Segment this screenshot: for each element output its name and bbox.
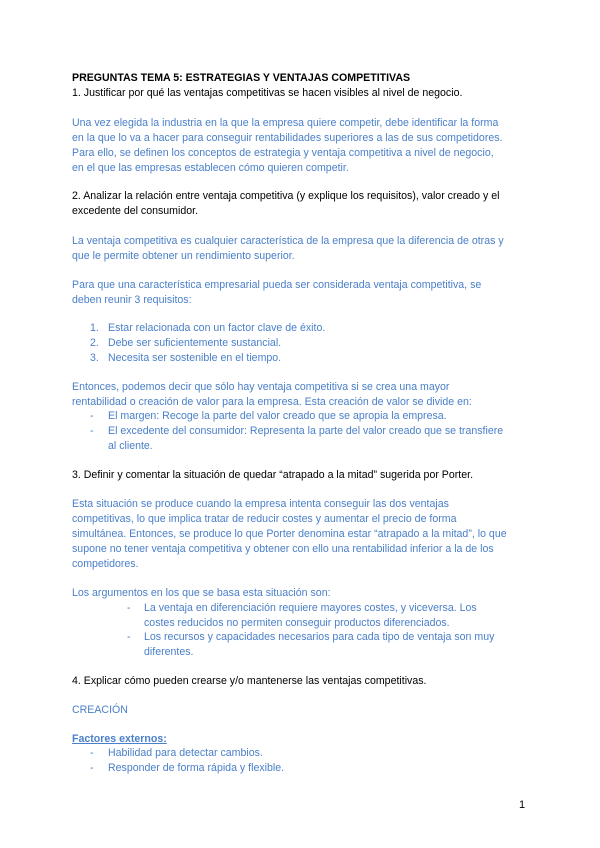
answer-3-line: supone no tener ventaja competitiva y obtener con ello una rentabilidad inferior a la de los [72, 543, 494, 555]
bullet-text: La ventaja en diferenciación requiere mayores costes, y viceversa. Los [144, 602, 477, 614]
bullet-text: El excedente del consumidor: Representa la parte del valor creado que se transfiere [108, 425, 504, 437]
answer-3-line: Esta situación se produce cuando la empresa intenta conseguir las dos ventajas [72, 498, 449, 510]
requisito-number: 1. [90, 322, 99, 334]
question-3: 3. Definir y comentar la situación de quedar “atrapado a la mitad” sugerida por Porter. [72, 469, 474, 481]
dash-bullet-icon: - [90, 762, 94, 774]
question-2-line: 2. Analizar la relación entre ventaja competitiva (y explique los requisitos), valor creado y el [72, 190, 500, 202]
answer-3-line: competidores. [72, 558, 139, 570]
answer-2-paragraph-line: que le permite obtener un rendimiento superior. [72, 250, 295, 262]
section-heading: CREACIÓN [72, 704, 128, 716]
answer-1-line: Una vez elegida la industria en la que la empresa quiere competir, debe identificar la forma [72, 117, 499, 129]
answer-2-paragraph-line: Para que una característica empresarial pueda ser considerada ventaja competitiva, se [72, 279, 482, 291]
dash-bullet-icon: - [90, 747, 94, 759]
bullet-text: costes reducidos no permiten conseguir productos diferenciados. [144, 617, 450, 629]
dash-bullet-icon: - [127, 631, 131, 643]
answer-3-intro: Los argumentos en los que se basa esta situación son: [72, 587, 331, 599]
bullet-text: Responder de forma rápida y flexible. [108, 762, 285, 774]
bullet-text: El margen: Recoge la parte del valor creado que se apropia la empresa. [108, 410, 447, 422]
subheading: Factores externos: [72, 733, 167, 745]
bullet-text: Habilidad para detectar cambios. [108, 747, 263, 759]
answer-3-line: competitivas, lo que implica tratar de reducir costes y aumentar el precio de forma [72, 513, 457, 525]
page-number: 1 [519, 799, 526, 811]
answer-1-line: en la que lo va a hacer para conseguir rentabilidades superiores a las de sus competidores. [72, 132, 503, 144]
question-2-line: excedente del consumidor. [72, 205, 199, 217]
requisito-text: Debe ser suficientemente sustancial. [108, 337, 282, 349]
answer-3-line: simultánea. Entonces, se produce lo que Porter denomina estar “atrapado a la mitad”, lo que [72, 528, 507, 540]
question-1: 1. Justificar por qué las ventajas competitivas se hacen visibles al nivel de negocio. [72, 87, 463, 99]
dash-bullet-icon: - [90, 410, 94, 422]
answer-2-paragraph-line: Entonces, podemos decir que sólo hay ventaja competitiva si se crea una mayor [72, 381, 450, 393]
bullet-text: Los recursos y capacidades necesarios para cada tipo de ventaja son muy [144, 631, 495, 643]
answer-2-paragraph-line: La ventaja competitiva es cualquier característica de la empresa que la diferencia de otras y [72, 235, 504, 247]
requisito-number: 3. [90, 352, 99, 364]
bullet-text: al cliente. [108, 440, 153, 452]
answer-1-line: en el que las empresas establecen cómo quieren competir. [72, 162, 349, 174]
requisito-text: Estar relacionada con un factor clave de éxito. [108, 322, 326, 334]
answer-2-paragraph-line: rentabilidad o creación de valor para la empresa. Esta creación de valor se divide en: [72, 396, 472, 408]
bullet-text: diferentes. [144, 646, 194, 658]
requisito-text: Necesita ser sostenible en el tiempo. [108, 352, 282, 364]
answer-2-paragraph-line: deben reunir 3 requisitos: [72, 294, 192, 306]
question-4: 4. Explicar cómo pueden crearse y/o mantenerse las ventajas competitivas. [72, 675, 427, 687]
answer-1-line: Para ello, se definen los conceptos de estrategia y ventaja competitiva a nivel de negocio, [72, 147, 494, 159]
document-title: PREGUNTAS TEMA 5: ESTRATEGIAS Y VENTAJAS COMPETITIVAS [72, 72, 411, 84]
dash-bullet-icon: - [90, 425, 94, 437]
dash-bullet-icon: - [127, 602, 131, 614]
requisito-number: 2. [90, 337, 99, 349]
